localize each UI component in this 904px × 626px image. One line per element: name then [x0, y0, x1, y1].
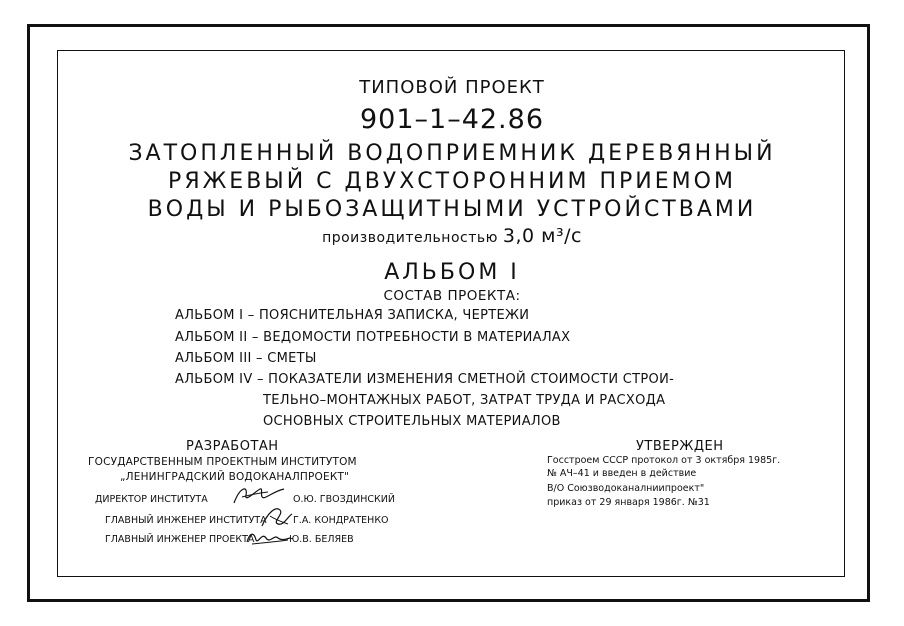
approved-line-2: № АЧ–41 и введен в действие: [547, 468, 697, 479]
composition-item-4: АЛЬБОМ IV – ПОКАЗАТЕЛИ ИЗМЕНЕНИЯ СМЕТНОЙ СТОИМОСТИ СТРОИ-: [175, 372, 675, 387]
composition-item-4-cont-1: ТЕЛЬНО–МОНТАЖНЫХ РАБОТ, ЗАТРАТ ТРУДА И РАСХОДА: [263, 393, 666, 408]
title-line-3: ВОДЫ И РЫБОЗАЩИТНЫМИ УСТРОЙСТВАМИ: [147, 197, 757, 222]
signatory-name-1: О.Ю. ГВОЗДИНСКИЙ: [293, 494, 395, 505]
composition-item-4-cont-2: ОСНОВНЫХ СТРОИТЕЛЬНЫХ МАТЕРИАЛОВ: [263, 414, 561, 429]
composition-item-2: АЛЬБОМ II – ВЕДОМОСТИ ПОТРЕБНОСТИ В МАТЕРИАЛАХ: [175, 330, 571, 345]
project-number: 901–1–42.86: [359, 104, 544, 135]
developed-heading: РАЗРАБОТАН: [186, 439, 279, 454]
composition-heading: СОСТАВ ПРОЕКТА:: [383, 288, 521, 304]
approved-heading: УТВЕРЖДЕН: [636, 439, 724, 454]
signatory-role-3: ГЛАВНЫЙ ИНЖЕНЕР ПРОЕКТА: [105, 534, 255, 545]
composition-item-1: АЛЬБОМ I – ПОЯСНИТЕЛЬНАЯ ЗАПИСКА, ЧЕРТЕЖИ: [175, 308, 530, 323]
approved-line-3: В/О Союзводоканалниипроект": [547, 483, 705, 494]
album-title: АЛЬБОМ I: [384, 260, 520, 285]
title-line-1: ЗАТОПЛЕННЫЙ ВОДОПРИЕМНИК ДЕРЕВЯННЫЙ: [128, 141, 776, 166]
developed-org-line-2: „ЛЕНИНГРАДСКИЙ ВОДОКАНАЛПРОЕКТ": [120, 471, 350, 483]
title-line-2: РЯЖЕВЫЙ С ДВУХСТОРОННИМ ПРИЕМОМ: [168, 169, 736, 194]
signatory-role-1: ДИРЕКТОР ИНСТИТУТА: [95, 494, 208, 505]
developed-org-line-1: ГОСУДАРСТВЕННЫМ ПРОЕКТНЫМ ИНСТИТУТОМ: [88, 456, 357, 468]
signature-chief-engineer: [258, 504, 294, 530]
composition-item-3: АЛЬБОМ III – СМЕТЫ: [175, 351, 317, 366]
signatory-role-2: ГЛАВНЫЙ ИНЖЕНЕР ИНСТИТУТА: [105, 515, 267, 526]
signatory-name-3: Ю.В. БЕЛЯЕВ: [289, 534, 354, 545]
signatory-name-2: Г.А. КОНДРАТЕНКО: [293, 515, 389, 526]
approved-line-1: Госстроем СССР протокол от 3 октября 1985г.: [547, 455, 781, 466]
capacity-line: [0, 227, 904, 246]
project-type: ТИПОВОЙ ПРОЕКТ: [359, 77, 545, 98]
signature-project-engineer: [244, 528, 292, 548]
capacity-label: производительностью: [322, 230, 498, 246]
capacity-value: 3,0 м³/с: [502, 225, 582, 247]
approved-line-4: приказ от 29 января 1986г. №31: [547, 497, 710, 508]
